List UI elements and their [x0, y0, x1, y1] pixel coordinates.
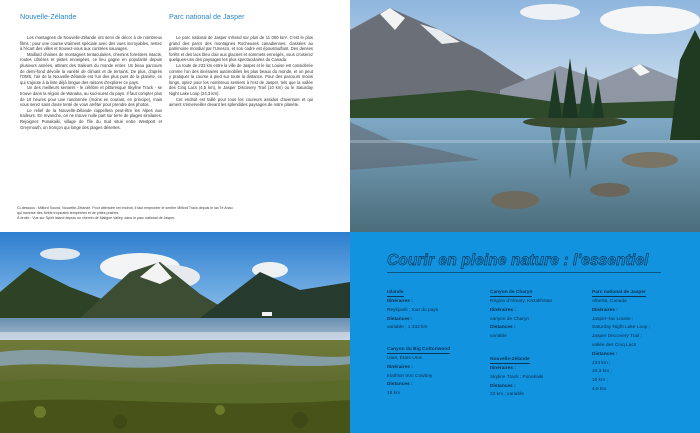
distances-value: 23 km ; variable — [490, 392, 524, 398]
distances-value: 4,5 km — [592, 386, 607, 392]
photo-caption — [17, 206, 317, 220]
panel-divider — [387, 272, 661, 273]
distances-value: 24,3 km ; — [592, 369, 612, 375]
destination-name: Canyon de Charyn — [490, 290, 533, 295]
label-distances: Distances : — [490, 383, 516, 389]
milford-sound-photo — [0, 232, 350, 433]
itineraires-value: triathlon Iron Cowboy — [387, 373, 433, 379]
label-itineraires: Itinéraires : — [387, 364, 413, 370]
destination-big-cottonwood — [387, 346, 450, 399]
paragraph: Un des meilleurs sentiers - le célèbre et pittoresque Skyline Track - se trouve dans la région de Wanaka, au sud-ouest du pays. Il faut compter plus de 10 heures pour une randonnée (moins en courant, en principe), mais vous serez sans doute tenté de vous arrêter pour prendre des photos. — [20, 85, 162, 108]
caption-line: À droite : Vue sur Spirit Island depuis un chemin de Maligne Valley, dans le parc national de Jasper. — [17, 215, 176, 220]
paragraph: Cet endroit est taillé pour tous les coureurs assidus d'aventure et qui aiment s'émerveiller devant les splendides paysages de notre planète. — [169, 96, 313, 108]
section-title-jasper: Parc national de Jasper — [169, 12, 245, 21]
destination-jasper — [592, 289, 650, 395]
paragraph: Le relief de la Nouvelle-Zélande rappellera peut-être les Alpes aux traileurs. En revanche, on ne trouve nulle part sur terre de plages similaires. Rejoignez Punakaiki, village de l'île du Sud situé entre Westport et Greymouth, un tronçon qui longe des plages désertes. — [20, 107, 162, 130]
paragraph: Le parc national de Jasper s'étend sur plus de 11 000 km². C'est le plus grand des parcs des montagnes Rocheuses canadiennes, classées au patrimoine mondial par l'Unesco, et son cadre est époustouflant. Des denses forêts et des lacs bleu clair aux glaciers et sommets enneigés, vous croiserez quelques-uns des paysages les plus spectaculaires du Canada. — [169, 35, 313, 63]
caption-line: qui traverse des forêts tropicales tempérées et de pittes prairies. — [17, 210, 120, 215]
distances-value: 10 km ; — [592, 378, 608, 384]
itineraires-value: Jasper–lac Louise ; — [592, 316, 634, 322]
distances-value: 233 km ; — [592, 360, 611, 366]
itineraires-value: canyon de Charyn — [490, 316, 529, 322]
destination-name: Nouvelle-Zélande — [490, 357, 530, 362]
itineraires-value: Reykjavík ; tour du pays — [387, 307, 439, 313]
distances-value: variable — [490, 334, 507, 340]
label-itineraires: Itinéraires : — [490, 366, 516, 371]
label-distances: Distances : — [387, 316, 413, 322]
itineraires-value: Saturday Night Lake Loop ; — [592, 325, 651, 331]
distances-value: variable ; 1 332 km — [387, 325, 428, 331]
destination-name: Islande — [387, 290, 404, 295]
paragraph: Les montagnes de Nouvelle-Zélande ont servi de décor à de nombreux films ; pour une course vraiment spéciale avec des vues incroyables, restez à l'écart des villes et trouvez-vous aux contrées sauvages. — [20, 35, 162, 52]
location-value: Alberta, Canada — [592, 299, 627, 304]
label-distances: Distances : — [387, 382, 413, 388]
caption-line: Ci-dessous : Milford Sound, Nouvelle-Zélande. Pour atteindre cet endroit, il faut emprunter le sentier Milford Track depuis le lac Te Anau — [17, 206, 233, 210]
label-distances: Distances : — [592, 351, 618, 357]
paragraph: La route de 233 km entre la ville de Jasper et le lac Louise est considérée comme l'un des itinéraires automobiles les plus beaux du monde, et on peut y pratiquer la course à pied sur toute la distance. Pour des parcours moins longs, optez pour les nombreux sentiers à l'est de Jasper, tels que la vallée des Cinq Lacs (4,5 km), le Jasper Discovery Trail (10 km) ou le Saturday Night Lake Loop (24,3 km). — [169, 62, 313, 96]
destination-name: Canyon du Big Cottonwood — [387, 347, 451, 352]
distances-value: 18 km — [387, 391, 401, 397]
destination-new-zealand — [490, 356, 543, 400]
destination-name: Parc national de Jasper — [592, 290, 646, 295]
label-itineraires: Itinéraires : — [387, 299, 413, 304]
paragraph: Maillard chaines de montagnes tentaculaires, chemins forestiers intacts, routes côtières et pistes enneigées, ce lieu gagne en popularité depuis plusieurs années, attirant des traileurs du monde entier. Un beau parcours de demi-fond dévoile la variété de climats et de terrains. De plus, d'après l'OMS, l'air de la Nouvelle-Zélande est l'un des plus purs de la planète, ce qui s'ajoute à la liste déjà longue des raisons d'explorer ce pays. — [20, 51, 162, 85]
article-column-new-zealand — [20, 12, 162, 130]
destination-charyn — [490, 289, 552, 342]
location-value: Région d'Almaty, Kazakhstan — [490, 299, 553, 304]
section-title-new-zealand: Nouvelle-Zélande — [20, 12, 77, 21]
jasper-spirit-island-photo — [350, 0, 700, 232]
label-itineraires: Itinéraires : — [490, 307, 516, 313]
destination-iceland — [387, 289, 438, 333]
essentials-panel — [350, 232, 700, 433]
panel-title: Courir en pleine nature : l'essentiel — [387, 252, 649, 269]
label-itineraires: Itinéraires : — [592, 307, 618, 313]
article-column-jasper — [169, 12, 313, 108]
itineraires-value: Jasper Discovery Trail ; — [592, 334, 642, 340]
itineraires-value: vallée des Cinq Lacs — [592, 342, 637, 348]
itineraires-value: Skyline Track ; Punakaiki — [490, 374, 544, 380]
label-distances: Distances : — [490, 325, 516, 331]
location-value: Utah, États-Unis — [387, 356, 422, 361]
